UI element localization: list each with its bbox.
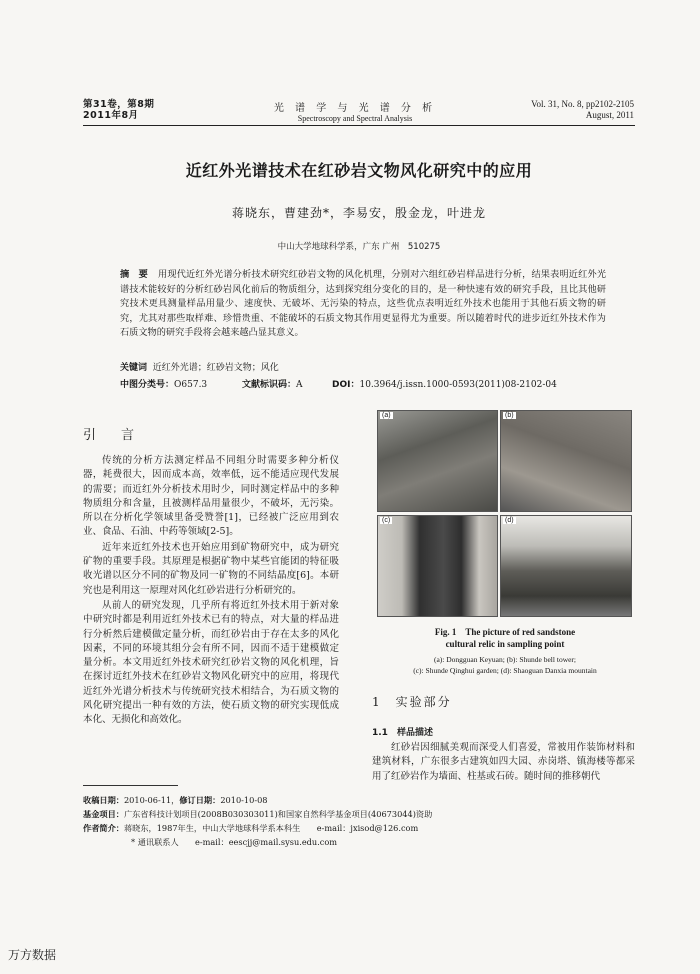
footnote-rule xyxy=(83,785,178,786)
panel-label: (b) xyxy=(505,412,514,419)
author-line xyxy=(83,821,603,835)
classification-line xyxy=(120,377,620,390)
caption-line: Fig. 1 The picture of red sandstone xyxy=(434,627,576,637)
panel-label: (a) xyxy=(382,412,391,419)
experiment-paragraph: 红砂岩因细腻美观而深受人们喜爱，常被用作装饰材料和建筑材料，广东很多古建筑如四大园、赤岗塔、镇海楼等都采用了红砂岩作为墙面、柱基或石砖。随时间的推移朝代 xyxy=(372,742,635,782)
journal-volume-en xyxy=(500,99,634,121)
journal-name-cn: 光 谱 学 与 光 谱 分 析 xyxy=(273,103,437,114)
contact-line: * 通讯联系人 e-mail：eescjj@mail.sysu.edu.com xyxy=(131,837,338,847)
clc-label: 中图分类号： xyxy=(120,380,175,390)
caption-sub: (c): Shunde Qinghui garden; (d): Shaoguan Danxia mountain xyxy=(413,666,597,675)
paper-authors: 蒋晓东，曹建劲*，李易安，殷金龙，叶进龙 xyxy=(231,206,486,220)
journal-name-en: Spectroscopy and Spectral Analysis xyxy=(297,114,413,123)
footnotes xyxy=(83,793,603,849)
photo-shunde-qinghui-garden xyxy=(377,515,498,617)
photo-dongguan-keyuan xyxy=(377,410,498,512)
revised-date: 2010-10-08 xyxy=(220,795,268,805)
experiment-body xyxy=(372,741,635,784)
doi-value: 10.3964/j.issn.1000-0593(2011)08-2102-04 xyxy=(359,380,557,390)
volume-en: Vol. 31, No. 8, pp2102-2105 xyxy=(531,99,634,109)
caption-line: cultural relic in sampling point xyxy=(445,639,565,649)
date-cn: 2011年8月 xyxy=(83,110,139,121)
intro-paragraph: 近年来近红外技术也开始应用到矿物研究中，成为研究矿物的重要手段。其原理是根据矿物中某些官能团的特征吸收光谱以区分不同的矿物及同一矿物的不同结晶度[6]。本研究也是利用这一原理对风化红砂岩进行分析研究的。 xyxy=(83,541,339,596)
photo-shaoguan-danxia-mountain xyxy=(500,515,632,617)
intro-heading: 引 言 xyxy=(83,428,141,443)
keywords xyxy=(120,362,279,375)
dates-line xyxy=(83,793,603,807)
author-bio-label: 作者简介： xyxy=(83,823,124,833)
panel-label: (c) xyxy=(382,517,391,524)
author-bio-text: 蒋晓东，1987年生，中山大学地球科学系本科生 e-mail：jxisod@126.com xyxy=(123,823,419,833)
abstract-label: 摘 要 xyxy=(120,269,149,280)
revised-label: 修订日期： xyxy=(179,795,221,805)
doc-code-label: 文献标识码： xyxy=(242,380,297,390)
figure-caption xyxy=(380,626,630,676)
watermark: 万方数据 xyxy=(8,948,57,962)
affiliation: 中山大学地球科学系，广东 广州 510275 xyxy=(277,242,441,252)
date-en: August, 2011 xyxy=(585,110,634,120)
photo-shunde-bell-tower xyxy=(500,410,632,512)
intro-body xyxy=(83,454,339,729)
received-label: 收稿日期： xyxy=(83,795,124,805)
fund-text: 广东省科技计划项目(2008B030303011)和国家自然科学基金项目(40673044)资助 xyxy=(123,809,433,819)
journal-name xyxy=(260,99,450,123)
fund-label: 基金项目： xyxy=(83,809,124,819)
abstract-text: 用现代近红外光谱分析技术研究红砂岩文物的风化机理，分别对六组红砂岩样品进行分析，结果表明近红外光谱技术能较好的分析红砂岩风化前后的物质组分，达到探究组分变化的目的，是一种快速有效的研究手段，且比其他研究技术更具测量样品用量少、速度快、无破坏、无污染的特点，这些优点表明近红外技术也能用于其他石质文物的研究，尤其对那些取样难、珍惜贵重、不能破坏的石质文物其作用更显得尤为重要。所以随着时代的进步近红外技术作为石质文物的研究手段将会越来越凸显其意义。 xyxy=(120,269,607,339)
fund-line xyxy=(83,807,603,821)
keywords-label: 关键词 xyxy=(120,363,148,373)
figure-1 xyxy=(372,408,635,618)
doc-code-value: A xyxy=(296,380,303,390)
received-date: 2010-06-11， xyxy=(123,795,180,805)
intro-paragraph: 从前人的研究发现，几乎所有将近红外技术用于新对象中研究时都是利用近红外技术已有的特点，对大量的样品进行分析然后建模做定量分析，而红砂岩由于存在太多的风化因素，不同的环境其组分会有所不同，因而不适于建模做定量分析。本文用近红外技术研究红砂岩文物的风化机理，旨在探讨近红外技术在红砂岩文物风化研究中的应用，将现代近红外光谱分析技术与传统研究技术相结合，为石质文物的风化研究提出一种有效的方法，使石质文物的研究实现低成本化、无损化和高效化。 xyxy=(83,599,339,726)
clc-value: O657.3 xyxy=(174,380,208,390)
abstract xyxy=(120,268,606,341)
paper-title: 近红外光谱技术在红砂岩文物风化研究中的应用 xyxy=(185,161,533,180)
panel-label: (d) xyxy=(505,517,514,524)
header-rule xyxy=(83,125,635,126)
experiment-heading: 1 实验部分 xyxy=(372,695,452,709)
intro-paragraph: 传统的分析方法测定样品不同组分时需要多种分析仪器，耗费很大，因而成本高，效率低，远不能适应现代发展的需要；而近红外分析技术用时少，同时测定样品中的多种物质组分和含量，且被测样品用量很少，不破坏，无污染。所以在分析化学领域里备受赞誉[1]，已经被广泛应用到农业、食品、石油、中药等领域[2-5]。 xyxy=(83,455,339,538)
journal-volume-issue xyxy=(83,99,154,121)
caption-sub: (a): Dongguan Keyuan; (b): Shunde bell tower; xyxy=(433,655,577,664)
keywords-text: 近红外光谱；红砂岩文物；风化 xyxy=(152,363,279,373)
subsection-heading: 1.1 样品描述 xyxy=(372,728,433,738)
volume-cn: 第31卷，第8期 xyxy=(83,99,155,110)
doi-label: DOI： xyxy=(332,380,360,390)
